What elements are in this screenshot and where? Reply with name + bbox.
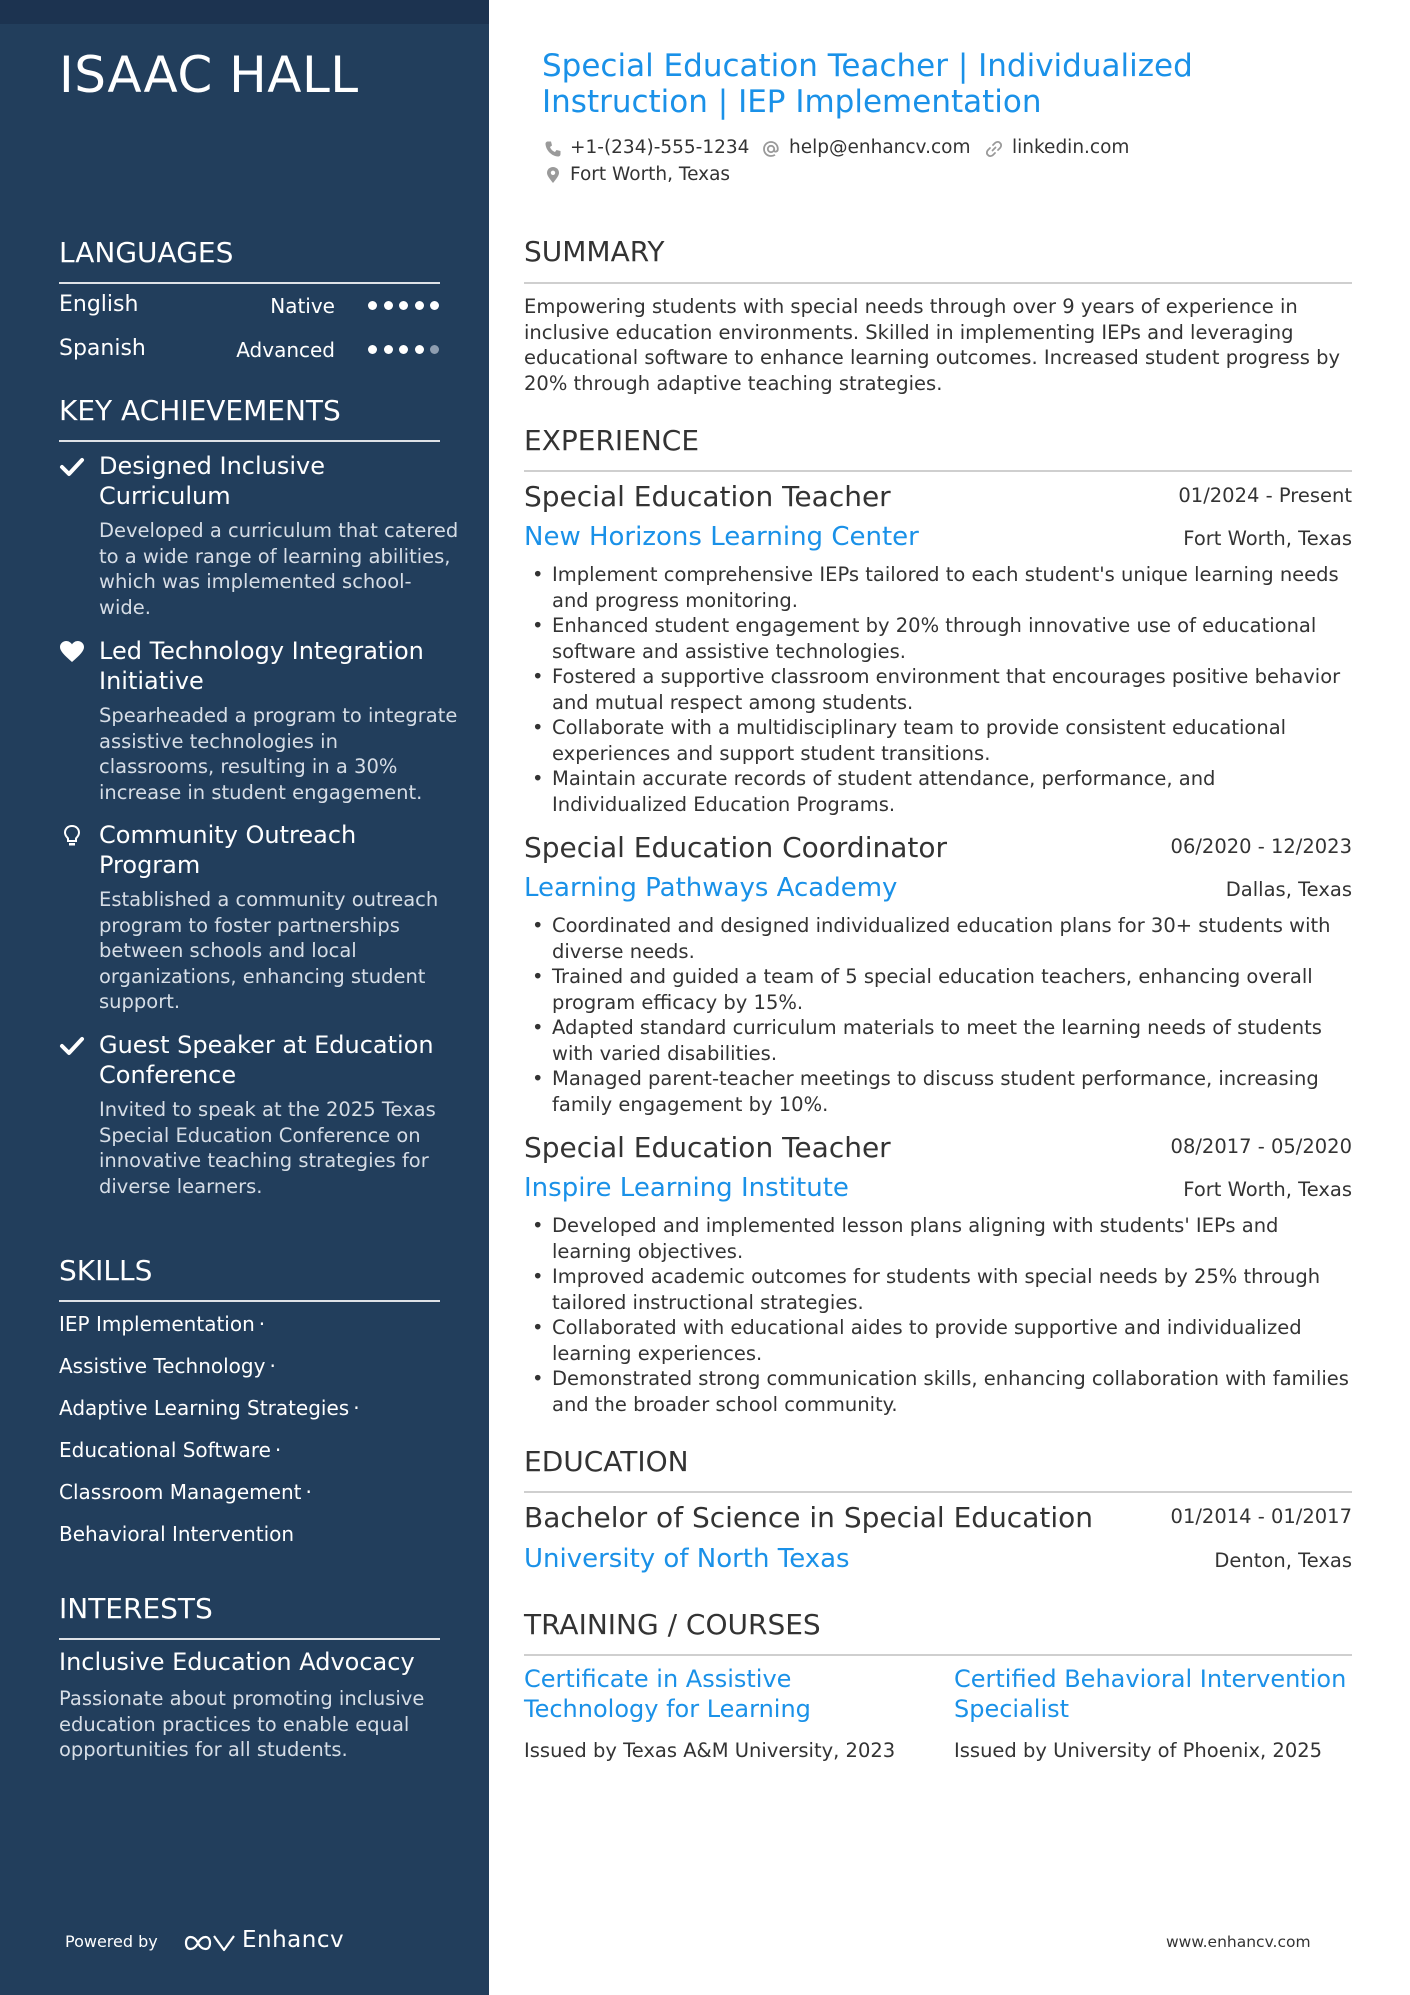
achievement-title: Guest Speaker at Education Conference	[99, 1031, 434, 1089]
job-bullet: • Improved academic outcomes for students with special needs by 25% through tailored instructional strategies.	[524, 1264, 1354, 1315]
sidebar-top-band	[0, 0, 489, 24]
candidate-name: ISAAC HALL	[59, 46, 359, 104]
at-icon	[762, 140, 780, 158]
achievement-title: Designed Inclusive Curriculum	[99, 452, 325, 510]
training-title: TRAINING / COURSES	[524, 1608, 821, 1641]
summary-text: Empowering students with special needs through over 9 years of experience in inclusive education environments. Skilled in implementing IEPs and leveraging educational software to enhance learning outcomes. Increased student progress by 20% through adaptive teaching strategies.	[524, 295, 1341, 395]
skill-label: Adaptive Learning Strategies	[59, 1396, 350, 1420]
achievement-desc: Developed a curriculum that catered to a wide range of learning abilities, which was implemented school-wide.	[99, 519, 459, 619]
location-pin-icon	[544, 166, 562, 184]
job-bullet: • Coordinated and designed individualized education plans for 30+ students with diverse needs.	[524, 913, 1354, 964]
language-level: Native	[270, 294, 335, 318]
achievement-title: Community Outreach Program	[99, 821, 357, 879]
skill-label: IEP Implementation	[59, 1312, 255, 1336]
phone-icon	[544, 140, 562, 158]
job-bullets	[524, 913, 1354, 1117]
job-location: Dallas, Texas	[1225, 878, 1352, 901]
interest-desc: Passionate about promoting inclusive education practices to enable equal opportunities for all students.	[59, 1687, 425, 1761]
rating-dot-filled	[368, 345, 377, 354]
languages-title: LANGUAGES	[59, 236, 234, 269]
location-text: Fort Worth, Texas	[570, 164, 731, 185]
job-location: Fort Worth, Texas	[1183, 527, 1352, 550]
training-divider	[524, 1654, 1352, 1656]
job-bullet: • Fostered a supportive classroom environment that encourages positive behavior and mutual respect among students.	[524, 664, 1354, 715]
degree-title: Bachelor of Science in Special Education	[524, 1501, 1093, 1534]
job-date: 08/2017 - 05/2020	[1170, 1135, 1352, 1158]
skill-tag	[59, 1522, 294, 1546]
course-issuer: Issued by University of Phoenix, 2025	[954, 1739, 1323, 1762]
interests-title: INTERESTS	[59, 1592, 213, 1625]
achievements-title: KEY ACHIEVEMENTS	[59, 394, 341, 427]
skill-separator: ·	[274, 1438, 282, 1462]
language-rating	[368, 345, 440, 355]
job-bullet: • Trained and guided a team of 5 special education teachers, enhancing overall program efficacy by 15%.	[524, 964, 1354, 1015]
skill-label: Behavioral Intervention	[59, 1522, 295, 1546]
job-title: Special Education Teacher	[524, 480, 891, 513]
skill-tag	[59, 1354, 276, 1378]
job-bullet: • Collaborated with educational aides to provide supportive and individualized learning experiences.	[524, 1315, 1354, 1366]
school-name: University of North Texas	[524, 1544, 850, 1574]
job-date: 06/2020 - 12/2023	[1170, 835, 1352, 858]
skill-label: Assistive Technology	[59, 1354, 266, 1378]
experience-title: EXPERIENCE	[524, 424, 700, 457]
interests-divider	[59, 1638, 440, 1640]
job-title: Special Education Coordinator	[524, 831, 947, 864]
skill-separator: ·	[353, 1396, 360, 1420]
link-icon	[985, 140, 1003, 158]
rating-dot-filled	[384, 345, 393, 354]
checkmark-icon	[59, 1034, 85, 1058]
language-name: English	[59, 292, 139, 317]
skill-tag	[59, 1396, 360, 1420]
job-company: Inspire Learning Institute	[524, 1173, 849, 1203]
job-bullet: • Maintain accurate records of student attendance, performance, and Individualized Education Programs.	[524, 766, 1354, 817]
summary-title: SUMMARY	[524, 235, 665, 268]
job-location: Fort Worth, Texas	[1183, 1178, 1352, 1201]
language-rating	[368, 301, 440, 311]
achievements-divider	[59, 440, 440, 442]
rating-dot-filled	[368, 301, 377, 310]
skill-separator: ·	[305, 1480, 312, 1504]
sidebar	[0, 0, 489, 1995]
linkedin-text[interactable]: linkedin.com	[1012, 137, 1130, 158]
rating-dot-filled	[399, 301, 408, 310]
course-issuer: Issued by Texas A&M University, 2023	[524, 1739, 896, 1762]
rating-dot-filled	[415, 301, 424, 310]
skill-separator: ·	[269, 1354, 276, 1378]
job-bullets	[524, 1213, 1354, 1417]
job-date: 01/2024 - Present	[1178, 484, 1352, 507]
rating-dot-filled	[430, 301, 439, 310]
achievement-desc: Established a community outreach program to foster partnerships between schools and local organizations, enhancing student support.	[99, 888, 439, 1013]
job-bullet: • Developed and implemented lesson plans aligning with students' IEPs and learning objectives.	[524, 1213, 1354, 1264]
powered-by-label: Powered by	[65, 1932, 158, 1951]
language-row	[59, 292, 440, 324]
language-row	[59, 336, 440, 368]
checkmark-icon	[59, 455, 85, 479]
skill-label: Educational Software	[59, 1438, 271, 1462]
headline: Special Education Teacher | Individualized Instruction | IEP Implementation	[542, 48, 1193, 120]
rating-dot-filled	[384, 301, 393, 310]
job-bullet: • Adapted standard curriculum materials to meet the learning needs of students with varied disabilities.	[524, 1015, 1354, 1066]
rating-dot-empty	[430, 345, 439, 354]
achievement-desc: Invited to speak at the 2025 Texas Special Education Conference on innovative teaching strategies for diverse learners.	[99, 1098, 436, 1198]
job-bullet: • Managed parent-teacher meetings to discuss student performance, increasing family engagement by 10%.	[524, 1066, 1354, 1117]
job-bullet: • Demonstrated strong communication skills, enhancing collaboration with families and the broader school community.	[524, 1366, 1354, 1417]
heart-icon	[59, 640, 85, 664]
job-bullet: • Collaborate with a multidisciplinary team to provide consistent educational experiences and support student transitions.	[524, 715, 1354, 766]
job-bullets	[524, 562, 1354, 817]
skills-divider	[59, 1300, 440, 1302]
enhancv-brand: Enhancv	[242, 1927, 345, 1953]
education-date: 01/2014 - 01/2017	[1170, 1505, 1352, 1528]
skill-tag	[59, 1438, 281, 1462]
skill-tag	[59, 1312, 265, 1336]
job-company: Learning Pathways Academy	[524, 873, 898, 903]
language-level: Advanced	[236, 338, 335, 362]
course-title: Certified Behavioral Intervention Specialist	[954, 1665, 1347, 1723]
rating-dot-filled	[415, 345, 424, 354]
job-bullet: • Enhanced student engagement by 20% through innovative use of educational software and assistive technologies.	[524, 613, 1354, 664]
education-divider	[524, 1491, 1352, 1493]
language-name: Spanish	[59, 336, 146, 361]
achievement-desc: Spearheaded a program to integrate assistive technologies in classrooms, resulting in a 30% increase in student engagement.	[99, 704, 458, 804]
languages-divider	[59, 282, 440, 284]
footer-url[interactable]: www.enhancv.com	[1166, 1933, 1311, 1951]
education-location: Denton, Texas	[1214, 1549, 1352, 1572]
job-title: Special Education Teacher	[524, 1131, 891, 1164]
skills-title: SKILLS	[59, 1254, 153, 1287]
achievement-title: Led Technology Integration Initiative	[99, 637, 424, 695]
rating-dot-filled	[399, 345, 408, 354]
phone-text: +1-(234)-555-1234	[570, 137, 750, 158]
course-title: Certificate in Assistive Technology for Learning	[524, 1665, 811, 1723]
lightbulb-icon	[59, 824, 85, 848]
interest-title: Inclusive Education Advocacy	[59, 1648, 415, 1676]
summary-divider	[524, 282, 1352, 284]
skill-tag	[59, 1480, 312, 1504]
job-company: New Horizons Learning Center	[524, 522, 919, 552]
email-text[interactable]: help@enhancv.com	[789, 137, 971, 158]
skill-label: Classroom Management	[59, 1480, 302, 1504]
experience-divider	[524, 470, 1352, 472]
job-bullet: • Implement comprehensive IEPs tailored to each student's unique learning needs and progress monitoring.	[524, 562, 1354, 613]
education-title: EDUCATION	[524, 1445, 689, 1478]
skill-separator: ·	[258, 1312, 266, 1336]
